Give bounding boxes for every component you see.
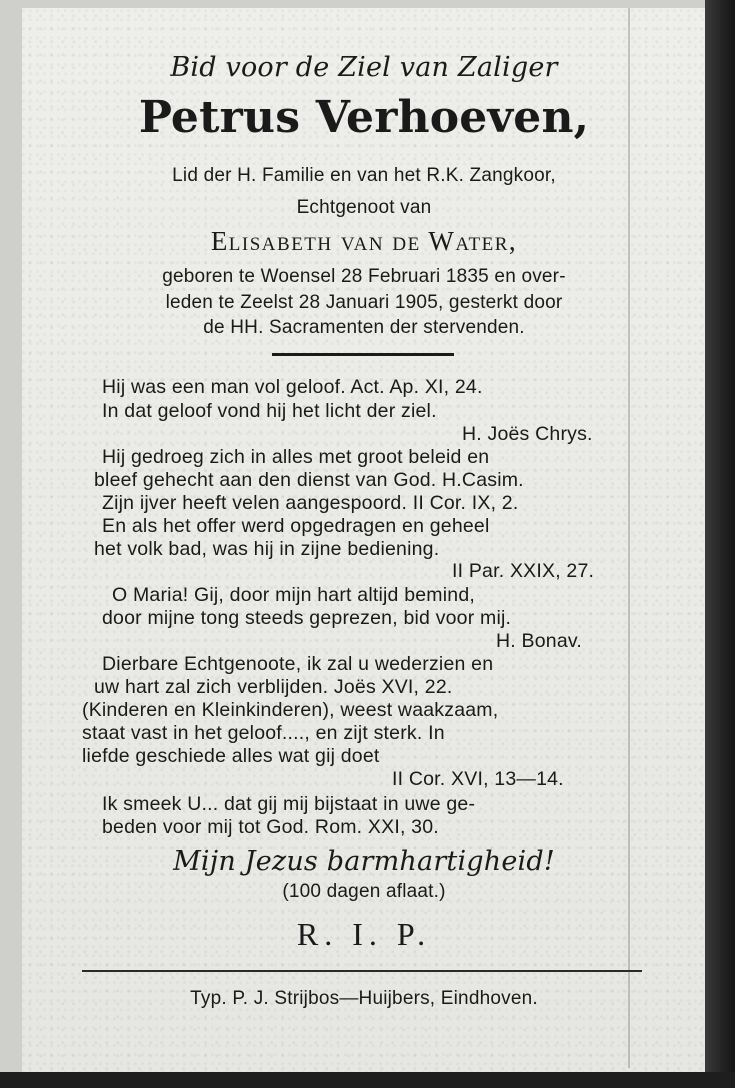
verse-line: Hij was een man vol geloof. Act. Ap. XI, 24.	[102, 376, 483, 398]
verse-line: door mijne tong steeds geprezen, bid voor mij.	[102, 607, 512, 629]
verse-source: H. Joës Chrys.	[462, 423, 593, 445]
divider-rule	[272, 353, 454, 356]
card-heading: Bid voor de Ziel van Zaliger	[170, 52, 558, 83]
photo-shadow-right	[705, 0, 735, 1088]
verse-line: Hij gedroeg zich in alles met groot beleid en	[102, 446, 490, 468]
spouse-name: Elisabeth van de Water,	[210, 226, 518, 256]
verse-line: Zijn ijver heeft velen aangespoord. II Cor. IX, 2.	[102, 492, 519, 514]
birth-line-3: de HH. Sacramenten der stervenden.	[203, 317, 525, 338]
verse-line: het volk bad, was hij in zijne bediening.	[94, 538, 440, 560]
verse-line: staat vast in het geloof...., en zijt sterk. In	[82, 722, 445, 744]
printer-credit: Typ. P. J. Strijbos—Huijbers, Eindhoven.	[190, 988, 538, 1009]
verse-line: bleef gehecht aan den dienst van God. H.Casim.	[94, 469, 524, 491]
rip-text: R. I. P.	[296, 916, 432, 952]
photo-shadow-bottom	[0, 1072, 735, 1088]
verse-line: liefde geschiede alles wat gij doet	[82, 745, 380, 767]
verse-line: (Kinderen en Kleinkinderen), weest waakzaam,	[82, 699, 499, 721]
spouse-intro: Echtgenoot van	[296, 197, 432, 218]
birth-line-2: leden te Zeelst 28 Januari 1905, gesterkt door	[165, 292, 563, 313]
memorial-card	[22, 8, 706, 1072]
verse-line: beden voor mij tot God. Rom. XXI, 30.	[102, 816, 439, 838]
verse-line: In dat geloof vond hij het licht der ziel.	[102, 400, 437, 422]
verse-line: O Maria! Gij, door mijn hart altijd bemind,	[112, 584, 475, 606]
birth-line-1: geboren te Woensel 28 Februari 1835 en over-	[162, 266, 566, 287]
verse-line: uw hart zal zich verblijden. Joës XVI, 22.	[94, 676, 453, 698]
membership-line: Lid der H. Familie en van het R.K. Zangkoor,	[172, 165, 556, 186]
verse-line: Dierbare Echtgenoote, ik zal u wederzien en	[102, 653, 494, 675]
verse-source: II Cor. XVI, 13—14.	[392, 768, 564, 790]
verse-line: Ik smeek U... dat gij mij bijstaat in uwe ge-	[102, 793, 476, 815]
deceased-name: Petrus Verhoeven,	[138, 92, 590, 143]
verse-source: H. Bonav.	[496, 630, 582, 652]
verse-source: II Par. XXIX, 27.	[452, 560, 595, 582]
indulgence-note: (100 dagen aflaat.)	[282, 881, 446, 902]
verse-line: En als het offer werd opgedragen en geheel	[102, 515, 490, 537]
closing-prayer: Mijn Jezus barmhartigheid!	[173, 846, 555, 877]
bottom-rule	[82, 970, 642, 972]
